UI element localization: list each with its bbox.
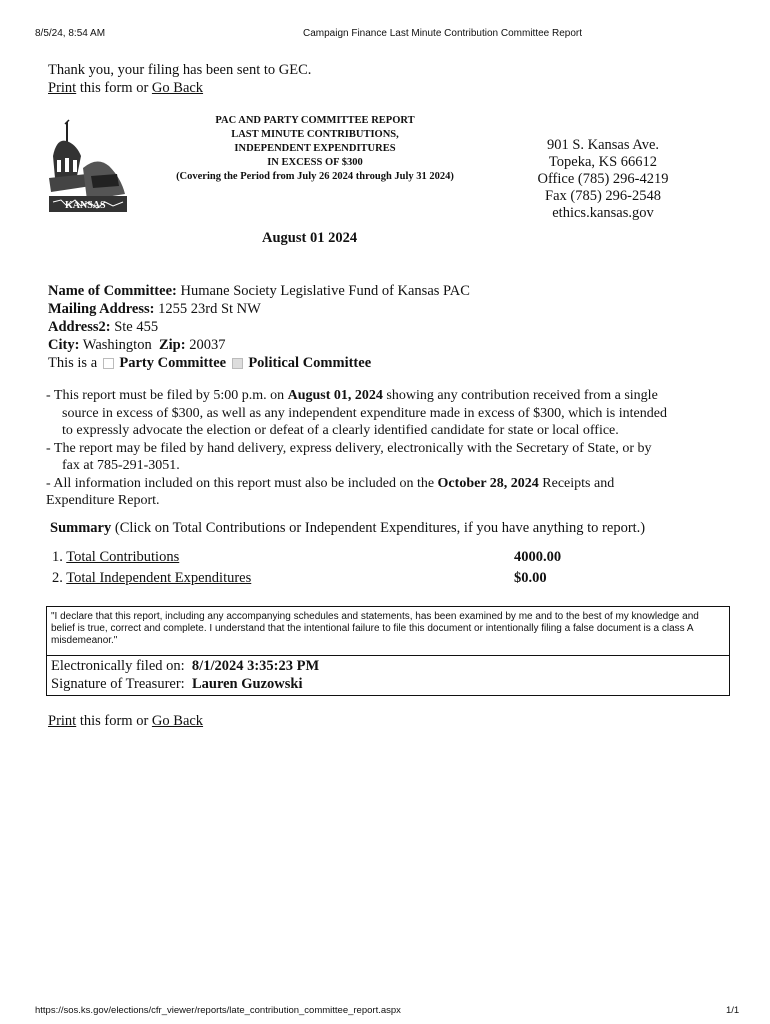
agency-website: ethics.kansas.gov bbox=[552, 205, 654, 221]
note1-text-b: showing any contribution received from a single bbox=[382, 388, 658, 403]
note3-text-a: - All information included on this report must also be included on the bbox=[46, 475, 438, 491]
treasurer-signature-line bbox=[51, 676, 302, 693]
committee-name: Humane Society Legislative Fund of Kansas PAC bbox=[180, 283, 470, 299]
agency-fax: Fax (785) 296-2548 bbox=[545, 188, 661, 204]
report-title-line2: LAST MINUTE CONTRIBUTIONS, bbox=[231, 129, 399, 140]
filed-on-line bbox=[51, 658, 319, 675]
note3-date: October 28, 2024 bbox=[437, 475, 539, 491]
declaration-text: "I declare that this report, including any accompanying schedules and statements, has been examined by me and to the best of my knowledge and belief is true, correct and complete. I understand that the intentional failure to file this document or intentionally filing a false document is a class A misdemeanor." bbox=[51, 611, 699, 646]
report-title bbox=[150, 114, 480, 184]
filing-notes bbox=[46, 387, 726, 510]
top-links bbox=[48, 80, 203, 97]
report-title-line4: IN EXCESS OF $300 bbox=[267, 157, 363, 168]
report-title-line3: INDEPENDENT EXPENDITURES bbox=[234, 143, 396, 154]
agency-city: Topeka, KS 66612 bbox=[548, 154, 658, 170]
summary-label: Summary bbox=[50, 520, 112, 536]
declaration-box bbox=[46, 606, 730, 696]
print-link[interactable]: Print bbox=[48, 80, 77, 96]
zip: 20037 bbox=[189, 337, 226, 353]
agency-street: 901 S. Kansas Ave. bbox=[546, 137, 660, 153]
bottom-links-middle-text: this form or bbox=[76, 713, 152, 729]
summary-row-contributions bbox=[52, 549, 179, 566]
note1-deadline: August 01, 2024 bbox=[287, 388, 383, 403]
filed-on-label: Electronically filed on: bbox=[51, 658, 185, 674]
address2-label: Address2: bbox=[48, 319, 111, 335]
print-page-number: 1/1 bbox=[726, 1005, 740, 1016]
kansas-seal bbox=[47, 116, 129, 216]
bottom-links bbox=[48, 713, 203, 730]
city-label: City: bbox=[48, 337, 80, 353]
confirmation-message: Thank you, your filing has been sent to GEC. bbox=[48, 62, 312, 78]
total-contributions-link[interactable]: Total Contributions bbox=[66, 549, 180, 565]
note2-text-b: fax at 785-291-3051. bbox=[62, 458, 180, 473]
filed-on-value: 8/1/2024 3:35:23 PM bbox=[191, 658, 320, 674]
city: Washington bbox=[82, 337, 152, 353]
bottom-go-back-link[interactable]: Go Back bbox=[151, 713, 204, 729]
agency-office-phone: Office (785) 296-4219 bbox=[537, 171, 669, 187]
row1-number: 1. bbox=[52, 549, 67, 565]
bottom-print-link[interactable]: Print bbox=[48, 713, 77, 729]
seal-caption: KANSAS bbox=[65, 200, 106, 211]
total-contributions-value: 4000.00 bbox=[514, 549, 562, 565]
print-url: https://sos.ks.gov/elections/cfr_viewer/reports/late_contribution_committee_report.aspx bbox=[35, 1005, 401, 1016]
total-independent-expenditures-value: $0.00 bbox=[514, 570, 547, 586]
note3-text-c: Expenditure Report. bbox=[46, 493, 160, 508]
party-committee-label: Party Committee bbox=[119, 355, 227, 371]
zip-label: Zip: bbox=[158, 337, 186, 353]
treasurer-label: Signature of Treasurer: bbox=[51, 676, 185, 692]
agency-address bbox=[528, 137, 678, 222]
summary-row-expenditures bbox=[52, 570, 251, 587]
report-date: August 01 2024 bbox=[262, 230, 358, 246]
summary-hint: (Click on Total Contributions or Independent Expenditures, if you have anything to report.) bbox=[111, 520, 646, 536]
committee-type-prefix: This is a bbox=[48, 355, 98, 371]
committee-name-label: Name of Committee: bbox=[48, 283, 177, 299]
report-title-line1: PAC AND PARTY COMMITTEE REPORT bbox=[215, 115, 415, 126]
print-datetime: 8/5/24, 8:54 AM bbox=[35, 28, 106, 39]
total-independent-expenditures-link[interactable]: Total Independent Expenditures bbox=[66, 570, 252, 586]
report-period: (Covering the Period from July 26 2024 through July 31 2024) bbox=[176, 171, 454, 182]
go-back-link[interactable]: Go Back bbox=[151, 80, 204, 96]
mailing-address-label: Mailing Address: bbox=[48, 301, 155, 317]
political-committee-checkbox[interactable] bbox=[232, 358, 243, 369]
note1-text-c: source in excess of $300, as well as any independent expenditure made in excess of $300, which is intended bbox=[62, 405, 667, 421]
party-committee-checkbox[interactable] bbox=[103, 358, 114, 369]
note3-text-b: Receipts and bbox=[538, 475, 615, 491]
note2-text-a: - The report may be filed by hand delivery, express delivery, electronically with the Secretary of State, or by bbox=[46, 440, 652, 456]
row2-number: 2. bbox=[52, 570, 67, 586]
address2: Ste 455 bbox=[114, 319, 159, 335]
political-committee-label: Political Committee bbox=[248, 355, 372, 371]
note1-text-a: - This report must be filed by 5:00 p.m. on bbox=[46, 388, 288, 403]
print-page-title: Campaign Finance Last Minute Contribution Committee Report bbox=[302, 28, 583, 39]
note1-text-d: to expressly advocate the election or defeat of a clearly identified candidate for state or local office. bbox=[62, 423, 619, 438]
declaration-divider bbox=[47, 655, 729, 656]
summary-heading bbox=[50, 520, 645, 537]
mailing-address: 1255 23rd St NW bbox=[158, 301, 261, 317]
links-middle-text: this form or bbox=[76, 80, 152, 96]
committee-info bbox=[48, 282, 470, 372]
treasurer-signature: Lauren Guzowski bbox=[191, 676, 303, 692]
